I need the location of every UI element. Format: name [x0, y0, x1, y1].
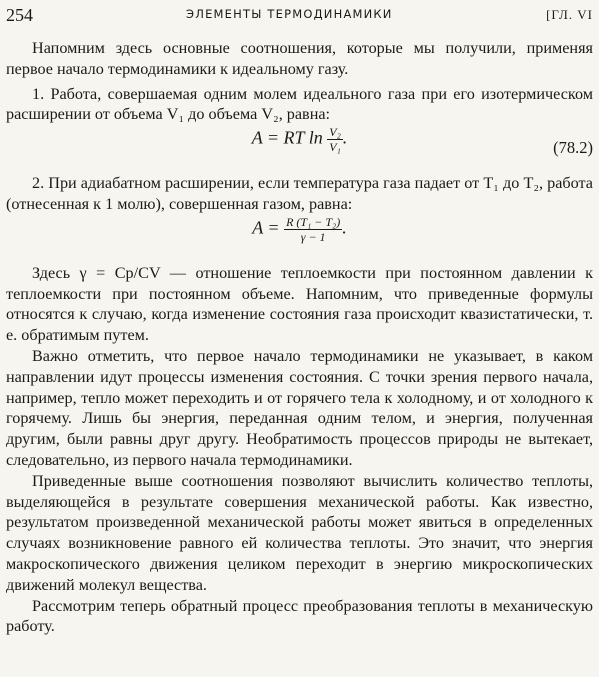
- chapter-label: [ГЛ. VI: [546, 7, 593, 22]
- running-header: [6, 3, 593, 27]
- formula-adiabatic-lhs: A =: [252, 217, 280, 238]
- formula-adiabatic-work: [6, 215, 593, 263]
- paragraph-intro: Напомним здесь основные соотношения, которые мы получили, применяя первое начало термодинамики к идеальному газу.: [6, 39, 593, 78]
- formula-78-2-period: .: [342, 127, 348, 148]
- paragraph-heat-from-work: Приведенные выше соотношения позволяют вычислить количество теплоты, выделяющейся в результате совершения механической работы. Как известно, результатом произведенной механической работы может явиться в определенных случаях возникновение равного ей количества теплоты. Это значит, что энергия макроскопического движения целиком переходит в энергию микроскопических движений молекул вещества.: [6, 471, 593, 594]
- formula-78-2-denominator: V₁: [329, 140, 341, 155]
- running-title: ЭЛЕМЕНТЫ ТЕРМОДИНАМИКИ: [186, 7, 393, 21]
- paragraph-first-law: Важно отметить, что первое начало термодинамики не указывает, в каком направлении идут процессы изменения состояния. С точки зрения первого начала, например, тепло может переходить и от горячего тела к холодному, и от холодного к горячему. Лишь бы энергия, переданная одним телом, и энергия, полученная другим, были равны друг другу. Необратимость процессов природы не вытекает, следовательно, из первого начала термодинамики.: [6, 346, 593, 469]
- formula-78-2-number: (78.2): [553, 138, 593, 158]
- paragraph-gamma: Здесь γ = Cp/CV — отношение теплоемкости при постоянном давлении к теплоемкости при постоянном объеме. Напомним, что приведенные формулы относятся к случаю, когда изменение состояния газа происходит квазистатически, т. е. обратимым путем.: [6, 263, 593, 345]
- page-body: [6, 38, 593, 637]
- paragraph-reverse-process: Рассмотрим теперь обратный процесс преобразования теплоты в механическую работу.: [6, 596, 593, 636]
- formula-adiabatic-fraction: [284, 215, 342, 244]
- formula-adiabatic-denominator: γ − 1: [300, 229, 326, 244]
- formula-adiabatic-numerator: R (T₁ − T₂): [286, 214, 341, 229]
- paragraph-isothermal: 1. Работа, совершаемая одним молем идеального газа при его изотермическом расширении от объема V₁ до объема V₂, равна:: [6, 84, 593, 124]
- formula-78-2-fraction: [327, 125, 343, 154]
- formula-78-2: [6, 125, 593, 173]
- paragraph-adiabatic: 2. При адиабатном расширении, если температура газа падает от T₁ до T₂, работа (отнесенная к 1 молю), совершенная газом, равна:: [6, 174, 593, 213]
- page-number: 254: [6, 5, 33, 25]
- formula-78-2-lhs: A = RT ln: [251, 127, 323, 148]
- formula-78-2-numerator: V₂: [329, 125, 341, 140]
- formula-adiabatic-period: .: [342, 217, 347, 238]
